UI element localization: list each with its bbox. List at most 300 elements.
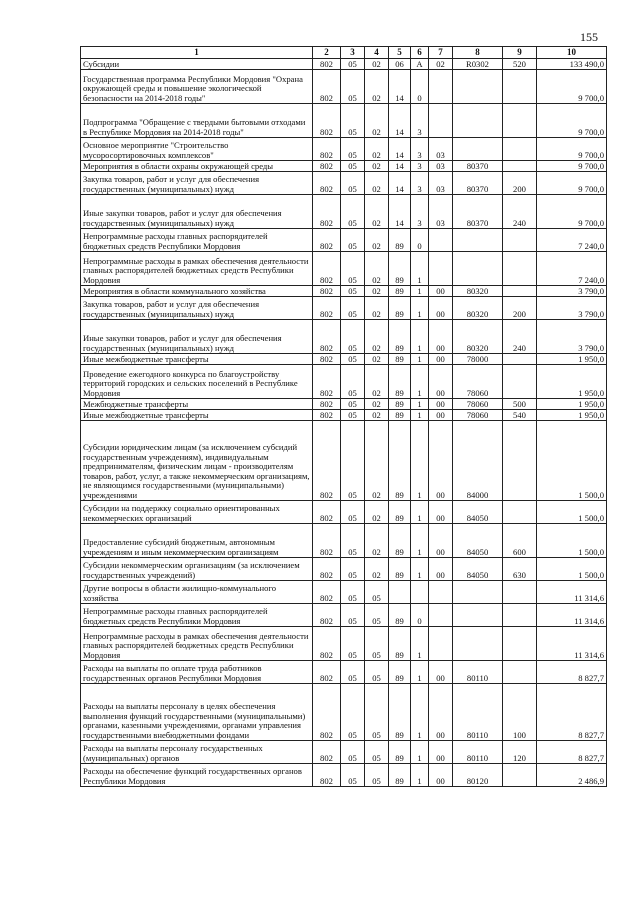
section-code-cell: 05	[341, 604, 365, 627]
subprogram-code-cell: 0	[411, 604, 429, 627]
amount-cell: 3 790,0	[537, 297, 607, 320]
expense-type-code-cell: 200	[503, 297, 537, 320]
table-row	[81, 320, 607, 354]
subprogram-code-cell: 3	[411, 195, 429, 229]
direction-code-cell	[453, 138, 503, 161]
table-row	[81, 354, 607, 365]
program-code-cell: 89	[389, 684, 411, 741]
expense-type-code-cell	[503, 229, 537, 252]
subprogram-code-cell: 1	[411, 399, 429, 410]
direction-code-cell: 80120	[453, 764, 503, 787]
section-code-cell: 05	[341, 501, 365, 524]
amount-cell: 8 827,7	[537, 741, 607, 764]
program-code-cell: 89	[389, 627, 411, 661]
subsection-code-cell: 02	[365, 195, 389, 229]
expense-name-cell: Государственная программа Республики Мордовия "Охрана окружающей среды и повышение экологической безопасности на 2014-2018 годы"	[81, 70, 313, 104]
expense-name-cell: Непрограммные расходы главных распорядителей бюджетных средств Республики Мордовия	[81, 229, 313, 252]
expense-name-cell: Иные межбюджетные трансферты	[81, 354, 313, 365]
expense-name-cell: Субсидии юридическим лицам (за исключением субсидий государственным учреждениям), индивидуальным предпринимателям, физическим лицам - производителям товаров, работ, услуг, а также некоммерческим организациям, не являющимся государственными (муниципальными) учреждениями	[81, 421, 313, 501]
subprogram-code-cell: 1	[411, 524, 429, 558]
measure-code-cell: 02	[429, 59, 453, 70]
table-row	[81, 104, 607, 138]
measure-code-cell: 00	[429, 354, 453, 365]
direction-code-cell: 80110	[453, 741, 503, 764]
expense-type-code-cell: 200	[503, 172, 537, 195]
table-row	[81, 252, 607, 286]
expense-name-cell: Непрограммные расходы главных распорядителей бюджетных средств Республики Мордовия	[81, 604, 313, 627]
program-code-cell: 89	[389, 558, 411, 581]
direction-code-cell: 80320	[453, 286, 503, 297]
direction-code-cell	[453, 104, 503, 138]
program-code-cell: 89	[389, 354, 411, 365]
subprogram-code-cell: 3	[411, 172, 429, 195]
expense-name-cell: Расходы на выплаты по оплате труда работников государственных органов Республики Мордовия	[81, 661, 313, 684]
expense-name-cell: Иные закупки товаров, работ и услуг для обеспечения государственных (муниципальных) нужд	[81, 320, 313, 354]
expense-type-code-cell	[503, 501, 537, 524]
section-code-cell: 05	[341, 70, 365, 104]
subprogram-code-cell	[411, 581, 429, 604]
program-code-cell: 89	[389, 252, 411, 286]
measure-code-cell: 00	[429, 421, 453, 501]
direction-code-cell: 84050	[453, 524, 503, 558]
expense-type-code-cell	[503, 104, 537, 138]
ministry-code-cell: 802	[313, 741, 341, 764]
table-row	[81, 661, 607, 684]
direction-code-cell: 78000	[453, 354, 503, 365]
expense-name-cell: Иные межбюджетные трансферты	[81, 410, 313, 421]
measure-code-cell: 00	[429, 320, 453, 354]
table-row	[81, 627, 607, 661]
ministry-code-cell: 802	[313, 229, 341, 252]
subprogram-code-cell: 1	[411, 558, 429, 581]
expense-name-cell: Закупка товаров, работ и услуг для обеспечения государственных (муниципальных) нужд	[81, 172, 313, 195]
measure-code-cell	[429, 229, 453, 252]
ministry-code-cell: 802	[313, 320, 341, 354]
subsection-code-cell: 05	[365, 661, 389, 684]
program-code-cell: 06	[389, 59, 411, 70]
ministry-code-cell: 802	[313, 354, 341, 365]
program-code-cell: 89	[389, 365, 411, 399]
direction-code-cell	[453, 627, 503, 661]
table-row	[81, 59, 607, 70]
expense-type-code-cell	[503, 70, 537, 104]
expense-name-cell: Межбюджетные трансферты	[81, 399, 313, 410]
direction-code-cell: 78060	[453, 365, 503, 399]
expense-name-cell: Расходы на обеспечение функций государственных органов Республики Мордовия	[81, 764, 313, 787]
subsection-code-cell: 02	[365, 410, 389, 421]
ministry-code-cell: 802	[313, 252, 341, 286]
expense-name-cell: Субсидии некоммерческим организациям (за исключением государственных учреждений)	[81, 558, 313, 581]
program-code-cell: 89	[389, 229, 411, 252]
section-code-cell: 05	[341, 138, 365, 161]
subsection-code-cell: 02	[365, 172, 389, 195]
direction-code-cell: 78060	[453, 410, 503, 421]
table-row	[81, 524, 607, 558]
subsection-code-cell: 02	[365, 286, 389, 297]
amount-cell: 3 790,0	[537, 286, 607, 297]
subprogram-code-cell: 1	[411, 627, 429, 661]
expense-type-code-cell: 100	[503, 684, 537, 741]
amount-cell: 11 314,6	[537, 581, 607, 604]
subsection-code-cell: 02	[365, 70, 389, 104]
direction-code-cell	[453, 70, 503, 104]
direction-code-cell: 84050	[453, 501, 503, 524]
amount-cell: 1 500,0	[537, 501, 607, 524]
section-code-cell: 05	[341, 741, 365, 764]
direction-code-cell: R0302	[453, 59, 503, 70]
amount-cell: 1 950,0	[537, 399, 607, 410]
subprogram-code-cell: 1	[411, 286, 429, 297]
ministry-code-cell: 802	[313, 410, 341, 421]
section-code-cell: 05	[341, 764, 365, 787]
section-code-cell: 05	[341, 524, 365, 558]
program-code-cell: 89	[389, 661, 411, 684]
expense-type-code-cell	[503, 252, 537, 286]
subsection-code-cell: 05	[365, 604, 389, 627]
section-code-cell: 05	[341, 581, 365, 604]
table-row	[81, 604, 607, 627]
measure-code-cell: 00	[429, 501, 453, 524]
program-code-cell: 89	[389, 410, 411, 421]
header-cell: 3	[341, 47, 365, 59]
measure-code-cell: 00	[429, 410, 453, 421]
expense-name-cell: Основное мероприятие "Строительство мусоросортировочных комплексов"	[81, 138, 313, 161]
ministry-code-cell: 802	[313, 501, 341, 524]
subprogram-code-cell: 1	[411, 421, 429, 501]
amount-cell: 1 500,0	[537, 421, 607, 501]
measure-code-cell: 00	[429, 365, 453, 399]
expense-type-code-cell: 600	[503, 524, 537, 558]
ministry-code-cell: 802	[313, 764, 341, 787]
subsection-code-cell: 02	[365, 138, 389, 161]
table-row	[81, 195, 607, 229]
program-code-cell	[389, 581, 411, 604]
direction-code-cell: 78060	[453, 399, 503, 410]
table-row	[81, 684, 607, 741]
subsection-code-cell: 02	[365, 229, 389, 252]
table-row	[81, 138, 607, 161]
table-row	[81, 764, 607, 787]
expense-type-code-cell: 240	[503, 320, 537, 354]
amount-cell: 9 700,0	[537, 172, 607, 195]
program-code-cell: 89	[389, 741, 411, 764]
expense-name-cell: Расходы на выплаты персоналу в целях обеспечения выполнения функций государственными (муниципальными) органами, казенными учреждениями, органами управления государственными внебюджетными фондами	[81, 684, 313, 741]
amount-cell: 11 314,6	[537, 627, 607, 661]
section-code-cell: 05	[341, 365, 365, 399]
ministry-code-cell: 802	[313, 524, 341, 558]
direction-code-cell: 84000	[453, 421, 503, 501]
program-code-cell: 14	[389, 161, 411, 172]
measure-code-cell: 00	[429, 764, 453, 787]
section-code-cell: 05	[341, 104, 365, 138]
amount-cell: 7 240,0	[537, 229, 607, 252]
expense-name-cell: Мероприятия в области охраны окружающей среды	[81, 161, 313, 172]
page-number: 155	[580, 30, 598, 44]
program-code-cell: 14	[389, 104, 411, 138]
direction-code-cell: 80110	[453, 661, 503, 684]
amount-cell: 1 950,0	[537, 410, 607, 421]
amount-cell: 11 314,6	[537, 604, 607, 627]
table-row	[81, 421, 607, 501]
amount-cell: 9 700,0	[537, 195, 607, 229]
header-cell: 4	[365, 47, 389, 59]
subprogram-code-cell: 1	[411, 354, 429, 365]
program-code-cell: 89	[389, 501, 411, 524]
ministry-code-cell: 802	[313, 70, 341, 104]
program-code-cell: 89	[389, 286, 411, 297]
expense-type-code-cell	[503, 161, 537, 172]
program-code-cell: 89	[389, 320, 411, 354]
measure-code-cell: 00	[429, 684, 453, 741]
table-body	[81, 59, 607, 787]
expense-name-cell: Иные закупки товаров, работ и услуг для обеспечения государственных (муниципальных) нужд	[81, 195, 313, 229]
section-code-cell: 05	[341, 320, 365, 354]
subprogram-code-cell: 1	[411, 684, 429, 741]
subprogram-code-cell: 3	[411, 161, 429, 172]
direction-code-cell: 80370	[453, 195, 503, 229]
ministry-code-cell: 802	[313, 661, 341, 684]
expense-type-code-cell	[503, 138, 537, 161]
section-code-cell: 05	[341, 195, 365, 229]
ministry-code-cell: 802	[313, 399, 341, 410]
subprogram-code-cell: 3	[411, 138, 429, 161]
section-code-cell: 05	[341, 661, 365, 684]
amount-cell: 133 490,0	[537, 59, 607, 70]
section-code-cell: 05	[341, 59, 365, 70]
table-row	[81, 286, 607, 297]
expense-name-cell: Субсидии на поддержку социально ориентированных некоммерческих организаций	[81, 501, 313, 524]
measure-code-cell	[429, 252, 453, 286]
ministry-code-cell: 802	[313, 297, 341, 320]
ministry-code-cell: 802	[313, 195, 341, 229]
expense-type-code-cell: 120	[503, 741, 537, 764]
ministry-code-cell: 802	[313, 59, 341, 70]
header-cell: 5	[389, 47, 411, 59]
section-code-cell: 05	[341, 399, 365, 410]
section-code-cell: 05	[341, 297, 365, 320]
program-code-cell: 14	[389, 195, 411, 229]
measure-code-cell: 00	[429, 286, 453, 297]
header-cell: 8	[453, 47, 503, 59]
subsection-code-cell: 02	[365, 501, 389, 524]
section-code-cell: 05	[341, 684, 365, 741]
expense-type-code-cell	[503, 421, 537, 501]
direction-code-cell: 80110	[453, 684, 503, 741]
subprogram-code-cell: А	[411, 59, 429, 70]
amount-cell: 7 240,0	[537, 252, 607, 286]
expense-type-code-cell: 630	[503, 558, 537, 581]
table-header-row	[81, 47, 607, 59]
program-code-cell: 89	[389, 764, 411, 787]
section-code-cell: 05	[341, 421, 365, 501]
ministry-code-cell: 802	[313, 581, 341, 604]
measure-code-cell: 03	[429, 138, 453, 161]
expense-name-cell: Субсидии	[81, 59, 313, 70]
amount-cell: 8 827,7	[537, 684, 607, 741]
expense-type-code-cell	[503, 365, 537, 399]
ministry-code-cell: 802	[313, 627, 341, 661]
amount-cell: 9 700,0	[537, 138, 607, 161]
subprogram-code-cell: 1	[411, 365, 429, 399]
subprogram-code-cell: 1	[411, 661, 429, 684]
subsection-code-cell: 05	[365, 764, 389, 787]
measure-code-cell: 00	[429, 399, 453, 410]
direction-code-cell	[453, 229, 503, 252]
section-code-cell: 05	[341, 558, 365, 581]
expense-type-code-cell	[503, 604, 537, 627]
expense-type-code-cell	[503, 581, 537, 604]
direction-code-cell: 80320	[453, 320, 503, 354]
amount-cell: 8 827,7	[537, 661, 607, 684]
expense-name-cell: Другие вопросы в области жилищно-коммунального хозяйства	[81, 581, 313, 604]
expense-type-code-cell: 240	[503, 195, 537, 229]
expense-type-code-cell: 540	[503, 410, 537, 421]
header-cell: 6	[411, 47, 429, 59]
measure-code-cell	[429, 581, 453, 604]
expense-name-cell: Непрограммные расходы в рамках обеспечения деятельности главных распорядителей бюджетных средств Республики Мордовия	[81, 252, 313, 286]
amount-cell: 9 700,0	[537, 70, 607, 104]
subsection-code-cell: 02	[365, 524, 389, 558]
amount-cell: 1 950,0	[537, 354, 607, 365]
subprogram-code-cell: 1	[411, 410, 429, 421]
subsection-code-cell: 05	[365, 741, 389, 764]
ministry-code-cell: 802	[313, 161, 341, 172]
table-row	[81, 399, 607, 410]
program-code-cell: 89	[389, 399, 411, 410]
subsection-code-cell: 02	[365, 252, 389, 286]
expense-type-code-cell	[503, 661, 537, 684]
ministry-code-cell: 802	[313, 172, 341, 195]
subsection-code-cell: 02	[365, 320, 389, 354]
section-code-cell: 05	[341, 172, 365, 195]
program-code-cell: 14	[389, 70, 411, 104]
header-cell: 10	[537, 47, 607, 59]
subsection-code-cell: 02	[365, 421, 389, 501]
subprogram-code-cell: 1	[411, 741, 429, 764]
direction-code-cell	[453, 252, 503, 286]
expense-type-code-cell	[503, 627, 537, 661]
measure-code-cell	[429, 627, 453, 661]
section-code-cell: 05	[341, 229, 365, 252]
expense-type-code-cell	[503, 286, 537, 297]
direction-code-cell	[453, 581, 503, 604]
amount-cell: 1 500,0	[537, 524, 607, 558]
amount-cell: 1 950,0	[537, 365, 607, 399]
measure-code-cell: 00	[429, 558, 453, 581]
subprogram-code-cell: 1	[411, 297, 429, 320]
amount-cell: 3 790,0	[537, 320, 607, 354]
table-row	[81, 297, 607, 320]
program-code-cell: 89	[389, 604, 411, 627]
expense-name-cell: Мероприятия в области коммунального хозяйства	[81, 286, 313, 297]
subsection-code-cell: 02	[365, 399, 389, 410]
expense-type-code-cell	[503, 764, 537, 787]
ministry-code-cell: 802	[313, 604, 341, 627]
program-code-cell: 14	[389, 172, 411, 195]
ministry-code-cell: 802	[313, 365, 341, 399]
header-cell: 2	[313, 47, 341, 59]
measure-code-cell: 00	[429, 524, 453, 558]
table-row	[81, 581, 607, 604]
measure-code-cell: 00	[429, 661, 453, 684]
subprogram-code-cell: 3	[411, 104, 429, 138]
direction-code-cell: 80370	[453, 172, 503, 195]
amount-cell: 9 700,0	[537, 161, 607, 172]
direction-code-cell: 80370	[453, 161, 503, 172]
section-code-cell: 05	[341, 410, 365, 421]
table-row	[81, 410, 607, 421]
header-cell: 9	[503, 47, 537, 59]
subprogram-code-cell: 1	[411, 501, 429, 524]
table-row	[81, 70, 607, 104]
subsection-code-cell: 05	[365, 684, 389, 741]
direction-code-cell: 80320	[453, 297, 503, 320]
budget-table	[80, 46, 607, 787]
section-code-cell: 05	[341, 286, 365, 297]
subprogram-code-cell: 1	[411, 764, 429, 787]
subsection-code-cell: 02	[365, 59, 389, 70]
table-row	[81, 558, 607, 581]
measure-code-cell	[429, 70, 453, 104]
amount-cell: 2 486,9	[537, 764, 607, 787]
measure-code-cell: 03	[429, 161, 453, 172]
measure-code-cell: 03	[429, 195, 453, 229]
header-cell: 1	[81, 47, 313, 59]
expense-name-cell: Расходы на выплаты персоналу государственных (муниципальных) органов	[81, 741, 313, 764]
direction-code-cell	[453, 604, 503, 627]
subsection-code-cell: 02	[365, 365, 389, 399]
section-code-cell: 05	[341, 627, 365, 661]
measure-code-cell: 00	[429, 741, 453, 764]
table-row	[81, 741, 607, 764]
amount-cell: 9 700,0	[537, 104, 607, 138]
program-code-cell: 89	[389, 421, 411, 501]
section-code-cell: 05	[341, 161, 365, 172]
program-code-cell: 14	[389, 138, 411, 161]
subsection-code-cell: 02	[365, 354, 389, 365]
subsection-code-cell: 05	[365, 627, 389, 661]
measure-code-cell: 03	[429, 172, 453, 195]
expense-type-code-cell	[503, 354, 537, 365]
expense-type-code-cell: 500	[503, 399, 537, 410]
ministry-code-cell: 802	[313, 104, 341, 138]
subsection-code-cell: 02	[365, 104, 389, 138]
program-code-cell: 89	[389, 297, 411, 320]
direction-code-cell: 84050	[453, 558, 503, 581]
subprogram-code-cell: 1	[411, 252, 429, 286]
ministry-code-cell: 802	[313, 286, 341, 297]
subsection-code-cell: 02	[365, 161, 389, 172]
section-code-cell: 05	[341, 354, 365, 365]
table-row	[81, 365, 607, 399]
expense-name-cell: Непрограммные расходы в рамках обеспечения деятельности главных распорядителей бюджетных средств Республики Мордовия	[81, 627, 313, 661]
measure-code-cell	[429, 604, 453, 627]
subsection-code-cell: 02	[365, 558, 389, 581]
subsection-code-cell: 02	[365, 297, 389, 320]
ministry-code-cell: 802	[313, 138, 341, 161]
ministry-code-cell: 802	[313, 684, 341, 741]
program-code-cell: 89	[389, 524, 411, 558]
measure-code-cell	[429, 104, 453, 138]
amount-cell: 1 500,0	[537, 558, 607, 581]
subsection-code-cell: 05	[365, 581, 389, 604]
expense-type-code-cell: 520	[503, 59, 537, 70]
table-row	[81, 161, 607, 172]
subprogram-code-cell: 0	[411, 229, 429, 252]
table-row	[81, 229, 607, 252]
subprogram-code-cell: 0	[411, 70, 429, 104]
section-code-cell: 05	[341, 252, 365, 286]
